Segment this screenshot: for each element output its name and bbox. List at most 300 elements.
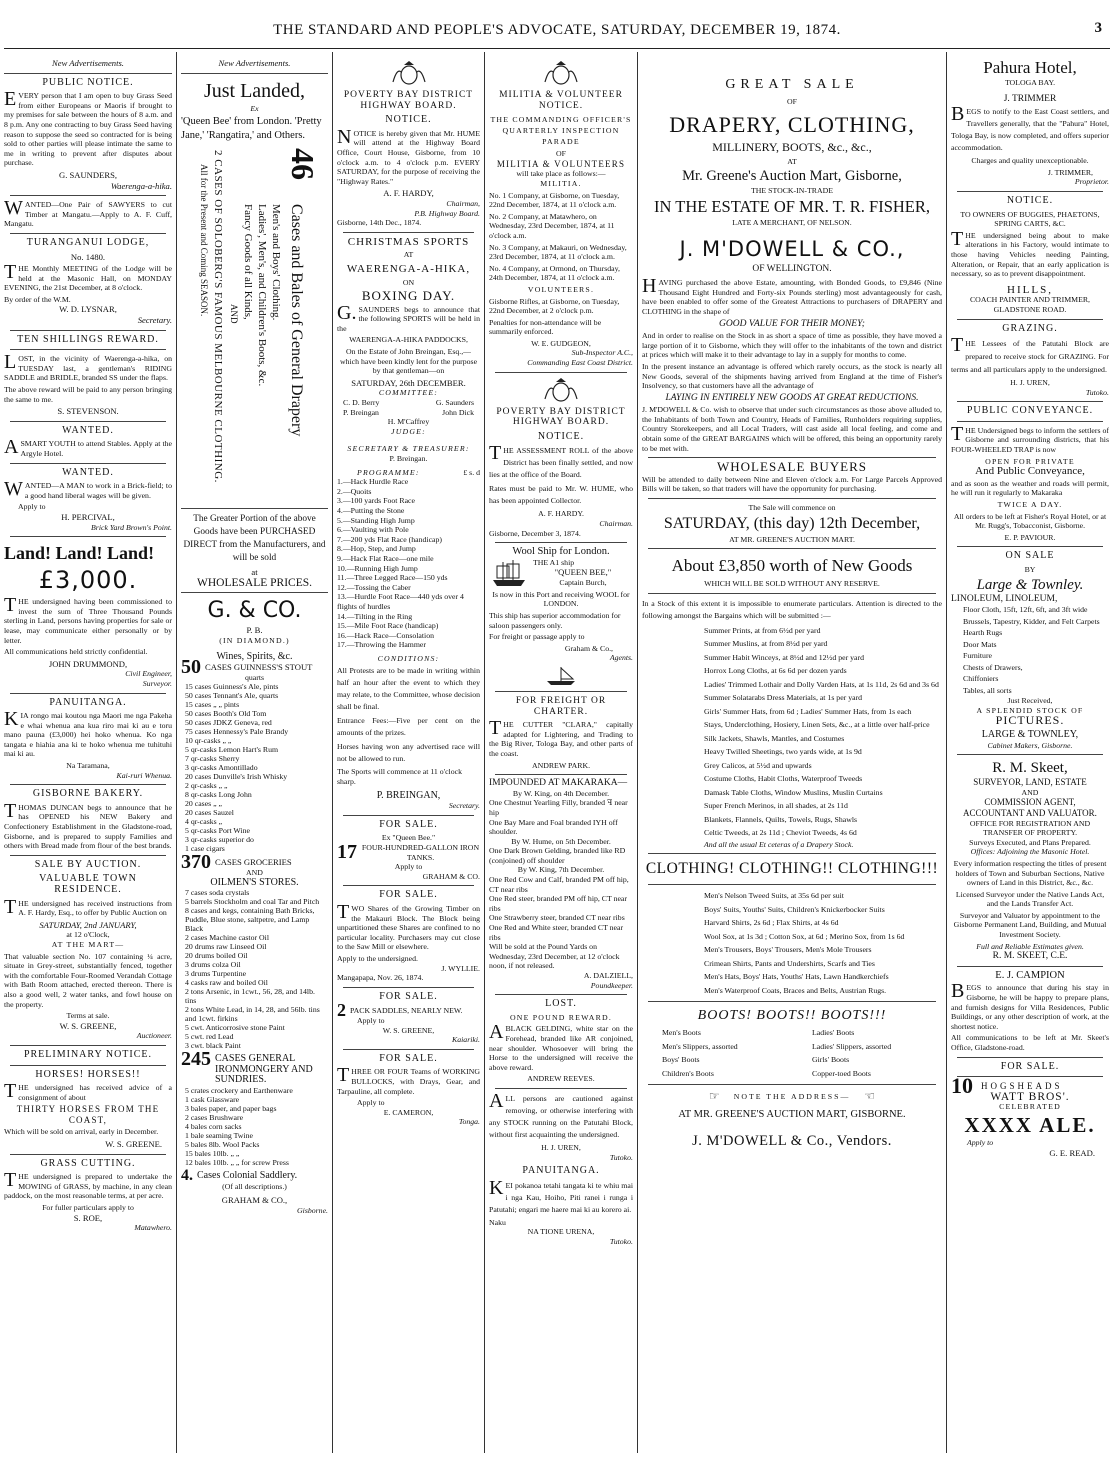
ad-signature: S. STEVENSON. (57, 406, 119, 417)
ad-emphasis: GOOD VALUE FOR THEIR MONEY; (719, 318, 865, 329)
ad-body: THE Undersigned begs to inform the settlers of Gisborne and surrounding districts, that his FOUR-WHEELED TRAP is now (951, 422, 1109, 455)
ad-heading: CHRISTMAS SPORTS (347, 235, 470, 248)
rule (495, 774, 627, 775)
ad-role: Poundkeeper. (590, 980, 633, 990)
rule (957, 319, 1103, 320)
ad-body: Every information respecting the titles of present holders of Town and Suburban Sections, Native owners of Land in this District, &c., &c. (953, 858, 1107, 888)
column-5 (642, 58, 942, 1455)
ad-body: THE Monthly MEETING of the Lodge will be held at the Masonic Hall, on MONDAY EVENING, the 21st December, at 8 o'clock. (4, 261, 172, 293)
ad-text: Naku (489, 1217, 506, 1227)
ad-subheading: COMMITTEE: (378, 388, 439, 398)
column-rule (332, 52, 333, 1453)
ad-text: HOGSHEADS (981, 1081, 1063, 1092)
impound-line: One Red Cow and Calf, branded PM off hip, CT near ribs (489, 875, 629, 894)
stock-heading (181, 1048, 328, 1086)
ad-body: NOTICE is hereby given that Mr. HUME will attend at the Highway Board Office, Court House, Gisborne, from 10 o'clock a.m. to 4 o'clock p.m. EVERY SATURDAY, for the purpose of receiving the "Highway Rates." (337, 125, 480, 186)
ad-body: The Sports will commence at 11 o'clock sharp. (337, 767, 462, 787)
ad-signature: W. E. GUDGEON, (531, 338, 591, 348)
ad-text: ON (402, 277, 415, 287)
ad-body: ALL persons are cautioned against removing, or otherwise interfering with any STOCK running on the Patutahi Block, without first acquainting the undersigned. (489, 1089, 633, 1139)
committee-member: G. Saunders (435, 398, 474, 408)
programme-heading-row (337, 468, 480, 478)
goods-item: Blankets, Flannels, Quilts, Towels, Rugs, Shawls (704, 814, 858, 824)
goods-item: Stays, Underclothing, Hosiery, Linen Sets, &c., at a little over half-price (704, 720, 930, 730)
ad-body: No. 1 Company, at Gisborne, on Tuesday, 22nd December, 1874, at 11 o'clock a.m. (489, 190, 620, 210)
ad-heading: PANUITANGA. (522, 1165, 600, 1177)
ad-place: Tutoko. (609, 1152, 633, 1162)
ad-heading: NOTICE. (1006, 194, 1054, 206)
column-rule (484, 52, 485, 1453)
rule (181, 592, 328, 593)
ad-body: Penalties for non-attendance will be summarily enforced. (489, 317, 602, 337)
stock-item: 20 cases Sauzel (185, 808, 234, 818)
quantity: 10 (951, 1073, 973, 1099)
rule (495, 542, 627, 543)
goods-item: Summer Solatarabs Dress Materials, at 1s per yard (704, 693, 863, 703)
committee-member: H. M'Caffrey (387, 417, 430, 427)
cutter-ship-icon (543, 665, 579, 687)
programme-item: 7.—200 yds Flat Race (handicap) (337, 534, 443, 544)
ad-text: CELEBRATED (999, 1102, 1061, 1112)
ad-text: will take place as follows:— (516, 169, 606, 179)
ad-text: Terms at sale. (66, 1011, 110, 1021)
ad-signature: A. DALZIELL, (583, 971, 633, 980)
ship-name: "QUEEN BEE," (554, 567, 612, 578)
ironmongery-item: 15 bales 10lb. „ „ (185, 1148, 240, 1158)
ad-body: No. 3 Company, at Makauri, on Wednesday, 23rd December, 1874, at 11 o'clock a.m. (489, 242, 627, 262)
goods-item: Summer Muslins, at from 8½d per yard (704, 639, 828, 649)
section-heading: New Advertisements. (218, 58, 291, 68)
ad-role: Surveyor. (142, 678, 172, 688)
ad-heading: PUBLIC NOTICE. (42, 76, 134, 88)
ad-heading: FOR SALE. (379, 990, 438, 1002)
ad-body: THE COMMANDING OFFICER'S QUARTERLY INSPECTION PARADE (490, 115, 632, 147)
clothing-item: Men's Nelson Tweed Suits, at 35s 6d per suit (704, 891, 844, 901)
ad-subheading: No. 1480. (70, 251, 106, 262)
ad-body: THE undersigned is prepared to undertake the MOWING of GRASS, by machine, in any clean paddock, on the most reasonable terms, at per acre. (4, 1169, 172, 1201)
impound-line: Will be sold at the Pound Yards on Wednesday, 23rd December, at 12 o'clock noon, if not released. (489, 942, 620, 971)
rule (648, 498, 936, 499)
impound-line: One Red and White steer, branded CT near ribs (489, 923, 624, 942)
impound-line: One Chestnut Yearling Filly, branded ꟻ near hip (489, 798, 628, 817)
boots-item: Girls' Boots (812, 1055, 850, 1065)
column-rule (637, 52, 638, 1453)
rotated-text: Ladies', Men's, and Children's Boots, &c. (256, 204, 268, 387)
ad-signature: A. F. HARDY, (383, 188, 434, 199)
ad-signature: Graham & Co., (564, 643, 613, 653)
stock-item: 10 qr-casks „ „ (185, 736, 232, 746)
ad-signature: E. P. PAVIOUR. (1004, 532, 1056, 542)
goods-item: Silk Jackets, Shawls, Mantles, and Costumes (704, 733, 845, 743)
clothing-item: Wool Sox, at 1s 3d ; Cotton Sox, at 6d ; Merino Sox, from 1s 6d (704, 931, 905, 941)
rotated-text: Fancy Goods of all Kinds, (242, 204, 254, 320)
rotated-number: 46 (285, 148, 321, 181)
ad-signature: P. BREINGAN, (376, 789, 441, 801)
rule (957, 546, 1103, 547)
ad-subheading: TO OWNERS OF BUGGIES, PHAETONS, SPRING CARTS, &C. (960, 209, 1100, 229)
ad-heading: GRAZING. (1002, 322, 1058, 334)
ad-subheading: WATT BROS'. (990, 1090, 1070, 1103)
impound-line: By W. King, 7th December. (517, 865, 605, 875)
grocery-item: 5 barrels Stockholm and coal Tar and Pitch (185, 897, 320, 907)
quantity: 2 (337, 1000, 346, 1021)
ad-text: THE STOCK-IN-TRADE (751, 186, 833, 196)
committee-member: C. D. Berry (343, 398, 380, 408)
rotated-block (181, 144, 328, 504)
ad-heading: WHOLESALE BUYERS (717, 459, 867, 475)
programme-item: 5.—Standing High Jump (337, 515, 415, 525)
clothing-item: Boys' Suits, Youths' Suits, Children's Knickerbocker Suits (704, 904, 885, 914)
ad-place: Tonga. (458, 1117, 480, 1127)
rule (10, 855, 166, 856)
ad-heading: FOR SALE. (379, 1052, 438, 1064)
ad-text: AT MR. GREENE'S AUCTION MART. (729, 534, 855, 544)
ad-heading: IN THE ESTATE OF MR. T. R. FISHER, (654, 196, 930, 216)
ad-body: THE undersigned has received advice of a consignment of about (4, 1080, 172, 1103)
ad-body: EVERY person that I am open to buy Grass Seed from either Europeans or Maoris if brought to my premises for sale between the hours of 8 a.m. and 8 p.m. Any one contracting to buy Grass Seed having reason to suppose the seed so contracted for is being sold to other parties will please intimate the same to me in writing to prevent after disputes about purchase. (4, 88, 172, 168)
ad-text: By order of the W.M. (4, 294, 71, 304)
grocery-item: 3 drums colza Oil (185, 960, 241, 970)
boots-item: Men's Boots (662, 1028, 701, 1038)
ad-subheading: VALUABLE TOWN RESIDENCE. (39, 873, 137, 895)
rule (957, 1057, 1103, 1058)
firm-brand: (IN DIAMOND.) (219, 635, 290, 645)
ad-role: Sub-Inspector A.C., (571, 348, 633, 358)
ad-body: ABLACK GELDING, white star on the Forehead, branded like AR conjoined, near shoulder. Whosoever will bring the Horse to the undersigned will receive the above reward. (489, 1021, 633, 1072)
programme-item: 17.—Throwing the Hammer (337, 640, 426, 650)
rule (648, 1084, 936, 1085)
ad-signature: ANDREW REEVES. (527, 1074, 595, 1084)
rule (10, 1065, 166, 1066)
rule (181, 73, 328, 74)
rule (343, 885, 474, 886)
ad-address: AT MR. GREENE'S AUCTION MART, GISBORNE. (678, 1109, 906, 1120)
programme-item: 15.—Mile Foot Race (handicap) (337, 621, 439, 631)
ad-signature: GRAHAM & CO., (221, 1195, 288, 1206)
ad-heading: XXXX ALE. (964, 1112, 1096, 1137)
ironmongery-item: 4 bales corn sacks (185, 1121, 242, 1131)
ad-heading: PRELIMINARY NOTICE. (23, 1048, 153, 1060)
stock-title: CASES GENERAL IRONMONGERY AND SUNDRIES. (215, 1053, 313, 1086)
ad-heading: TEN SHILLINGS REWARD. (17, 333, 159, 345)
clothing-item: Harvard Shirts, 2s 6d ; Flax Shirts, at 4s 6d (704, 918, 839, 928)
boots-list-right (812, 1026, 891, 1080)
ironmongery-item: 1 cask Glassware (185, 1094, 240, 1104)
ad-body: ASMART YOUTH to attend Stables. Apply at the Argyle Hotel. (4, 436, 172, 459)
ad-text: AT (787, 156, 797, 166)
boots-item: Men's Slippers, assorted (662, 1041, 738, 1051)
ad-role: Proprietor. (1074, 177, 1109, 187)
ad-role: Cabinet Makers, Gisborne. (987, 740, 1073, 750)
ad-heading: Mr. Greene's Auction Mart, Gisborne, (682, 168, 902, 185)
ad-heading: POVERTY BAY DISTRICT HIGHWAY BOARD. (343, 90, 474, 111)
ad-body: THE ASSESSMENT ROLL of the above District has been finally settled, and now lies at the office of the Board. (489, 442, 633, 480)
ad-heading: WHOLESALE PRICES. (197, 576, 312, 589)
ad-signature: GRAHAM & CO. (422, 871, 480, 881)
programme-item: 16.—Hack Race—Consolation (337, 630, 435, 640)
ad-text: quarts (244, 672, 265, 682)
ad-body: TWO Shares of the Growing Timber on the Makauri Block. The Block being unpartitioned these Shares are confined to no particular locality. Purchasers may cut close to the Saw Mill or elsewhere. (337, 901, 480, 952)
grocery-item: 2 tons Arsenic, in 1cwt., 56, 28, and 14lb. tins (185, 987, 315, 1006)
rule (10, 1045, 166, 1046)
ad-text: A SPLENDID STOCK OF (976, 705, 1084, 715)
programme-list (337, 477, 480, 650)
ad-heading: About £3,850 worth of New Goods (671, 556, 913, 576)
sale-item: Chiffoniers (963, 674, 999, 684)
ad-text: AT THE MART— (51, 939, 125, 949)
ad-text: GLADSTONE ROAD. (993, 304, 1067, 314)
ad-body: THE CUTTER "CLARA," capitally adapted for Lightering, and Trading to the Big River, Tologa Bay, and other parts of the coast. (489, 717, 633, 758)
ad-text: OFFICE FOR REGISTRATION AND TRANSFER OF PROPERTY. (969, 818, 1091, 838)
ad-body: No. 4 Company, at Ormond, on Thursday, 24th December, 1874, at 11 o'clock a.m. (489, 263, 620, 283)
ad-heading: WANTED. (62, 466, 114, 478)
ad-body: KEI pokanoa tetahi tangata ki te whiu mai i nga Kau, Hoiho, Piti ranei i runga i Patutahi; engari me haere mai ki au korero ai. (489, 1176, 633, 1214)
stock-item: 4 qr-casks „ (185, 817, 223, 827)
rule (10, 330, 166, 331)
ad-heading: GRASS CUTTING. (40, 1157, 136, 1169)
rule (957, 1076, 1103, 1077)
ironmongery-item: 3 bales paper, and paper bags (185, 1103, 277, 1113)
ad-text: Apply to the undersigned. (337, 953, 418, 963)
sale-item: Furniture (963, 651, 993, 661)
ad-heading: BOXING DAY. (361, 288, 456, 304)
column-3 (337, 58, 480, 1455)
ad-role: Agents. (609, 653, 633, 663)
ad-signature: S. ROE, (73, 1212, 103, 1223)
rule (957, 754, 1103, 755)
rule (648, 884, 936, 885)
ad-body: Which will be sold on arrival, early in December. (4, 1127, 159, 1137)
ad-text: For fuller particulars apply to (42, 1203, 134, 1213)
goods-item: Super French Merinos, in all shades, at 2s 11d (704, 801, 848, 811)
goods-item: Summer Habit Winceys, at 8½d and 12½d per yard (704, 652, 864, 662)
ad-signature: H. J. UREN, (541, 1142, 581, 1152)
ad-body: In a Stock of this extent it is impossible to enumerate particulars. Attention is directed to the following amongst the Bargains which will be submitted :— (642, 598, 942, 620)
stock-title: CASES GROCERIES (215, 857, 292, 868)
grocery-item: 3 cwt. black Paint (185, 1041, 241, 1051)
ad-signature: H. PERCIVAL, (61, 511, 115, 522)
grocery-item: 5 cwt. red Lead (185, 1032, 234, 1042)
rule (4, 73, 172, 74)
masthead-rule (4, 48, 1110, 49)
ad-role: Chairman, (446, 198, 480, 208)
ad-body: All Protests are to be made in writing within half an hour after the event to which they may relate, to the Committee, whose decision shall be final. (337, 666, 480, 712)
stock-item: 5 qr-casks Port Wine (185, 826, 250, 836)
programme-item: 6.—Vaulting with Pole (337, 525, 409, 535)
ad-subheading: COMMISSION AGENT, (984, 797, 1076, 808)
ad-heading: BOOTS! BOOTS!! BOOTS!!! (697, 1008, 887, 1024)
ad-place: Waerenga-a-hika. (110, 180, 172, 191)
committee-row (337, 408, 480, 418)
quantity: 370 (181, 851, 211, 874)
ad-signature: R. M. SKEET, C.E. (992, 951, 1068, 962)
ad-signature: W. D. LYSNAR, (59, 304, 117, 315)
ad-subheading: MILLINERY, BOOTS, &c., &c., (712, 140, 872, 155)
rule (648, 1001, 936, 1002)
ad-body: Is now in this Port and receiving WOOL for LONDON. (492, 589, 630, 609)
boots-item: Ladies' Boots (812, 1028, 855, 1038)
rule (495, 994, 627, 995)
firm-name: Large & Townley. (976, 576, 1084, 593)
boots-item: Children's Boots (662, 1068, 714, 1078)
firm-name: G. & CO. (207, 598, 302, 624)
ad-text: OF (556, 149, 566, 159)
ad-subheading: J. TRIMMER (1003, 93, 1057, 104)
ad-date: Gisborne, 14th Dec., 1874. (337, 218, 422, 228)
section-heading: New Advertisements. (52, 58, 124, 68)
stock-item: 8 qr-casks Long John (185, 790, 252, 800)
stock-title: CASES GUINNESS'S STOUT (205, 662, 313, 673)
stock-item: 2 qr-casks „ „ (185, 781, 228, 791)
ad-text: Captain Burch, (559, 578, 607, 587)
ad-role: Auctioneer. (136, 1031, 172, 1041)
ad-text: Apply to (18, 502, 46, 512)
ironmongery-item: 5 crates crockery and Earthenware (185, 1085, 293, 1095)
ad-role: Secretary. (448, 801, 480, 811)
boots-list-left (662, 1026, 812, 1080)
ad-place: Gisborne. (297, 1205, 328, 1215)
ad-role: P.B. Highway Board. (414, 208, 480, 218)
ad-body: 'Queen Bee' from London. 'Pretty Jane,' 'Rangatira,' and Others. (181, 116, 322, 141)
ad-heading: FOR SALE. (1000, 1060, 1060, 1072)
impound-line: One Bay Mare and Foal branded IYH off shoulder. (489, 817, 618, 837)
ad-place: Tutoko. (1085, 387, 1109, 397)
ad-signature: LARGE & TOWNLEY, (981, 728, 1079, 740)
ad-body: THOMAS DUNCAN begs to announce that he has OPENED his NEW Bakery and Confectionery Establishment in the Gladstone-road, Gisborne, and is prepared to supply Families and others with Bread made from flour of the best brands. (4, 799, 172, 851)
ad-body: Surveyor and Valuator by appointment to the Gisborne Permanent Land, Building, and Mutual Investment Society. (953, 910, 1107, 940)
ad-date: Mangapapa, Nov. 26, 1874. (337, 973, 424, 983)
sale-item: Floor Cloth, 15ft, 12ft, 6ft, and 3ft wide (963, 605, 1088, 615)
ad-subheading: PROGRAMME: (357, 467, 420, 477)
goods-item: Ladies' Trimmed Lothair and Dolly Varden Hats, at 1s 11d, 2s 6d and 3s 6d (704, 679, 939, 689)
ad-text: Surveys Executed, and Plans Prepared. (969, 837, 1091, 847)
rotated-text: Men's and Boys' Clothing. (270, 204, 282, 321)
programme-item: 10.—Running High Jump (337, 563, 418, 573)
grocery-item: 5 cwt. Anticorrosive stone Paint (185, 1023, 285, 1033)
stock-item: 7 qr-casks Sherry (185, 754, 240, 764)
ad-heading: Pahura Hotel, (983, 58, 1077, 77)
ad-text: Offices: Adjoining the Masonic Hotel. (970, 847, 1090, 857)
ad-body: All communications held strictly confidential. (4, 647, 148, 657)
clothing-item: Men's Hats, Boys' Hats, Youths' Hats, Lawn Handkerchiefs (704, 972, 889, 982)
rule (343, 815, 474, 816)
ad-subheading: SECRETARY & TREASURER: (347, 444, 470, 454)
ad-body: Entrance Fees:—Five per cent on the amounts of the prizes. (337, 716, 480, 738)
ad-text: BY (1024, 565, 1036, 574)
programme-item: 9.—Hack Flat Race—one mile (337, 553, 434, 563)
grocery-item: 4 casks raw and boiled Oil (185, 978, 268, 988)
ad-body: J. M'DOWELL & Co. wish to observe that under such circumstances as those above alluded to, the Inhabitants of both Town and Country, Heads of Families, Runholders requiring supplies, Country Storekeepers, and all Local Traders, will cast aside all local feeling, and come and obtain some of the GREAT BARGAINS which will be offered, this being an opportunity rarely to be met with. (642, 405, 942, 453)
ad-heading: Just Landed, (203, 79, 306, 102)
ad-text: WAERENGA-A-HIKA PADDOCKS, (349, 335, 468, 345)
ad-heading: Wool Ship for London. (512, 546, 610, 558)
ad-signature: NA TIONE URENA, (527, 1227, 595, 1237)
ship-row (489, 558, 633, 588)
stock-item: 20 cases „ „ (185, 799, 223, 809)
column-4 (489, 58, 633, 1455)
ad-signature: JOHN DRUMMOND, (48, 658, 128, 669)
ad-body: HAVING purchased the above Estate, amounting, with Bonded Goods, to £9,846 (Nine Thousand Eight Hundred and Forty-six Pounds sterling) most advantageously for cash, have been enabled to offer some of the Greatest Attractions to purchasers of DRAPERY and CLOTHING in the shape of (642, 275, 942, 316)
goods-item: Heavy Twilled Sheetings, two yards wide, at 1s 9d (704, 747, 862, 757)
ad-text: Apply to (357, 1015, 385, 1025)
ad-text: Ex "Queen Bee." (381, 833, 436, 843)
ad-body: Gisborne Rifles, at Gisborne, on Tuesday, 22nd December, at 2 o'clock p.m. (489, 296, 620, 316)
masthead (0, 0, 1114, 50)
ad-body: BEGS to announce that during his stay in Gisborne, he will be happy to prepare plans, and furnish designs for Villa Residences, Public Buildings, or any other description of work, at the shortest notice. (951, 980, 1109, 1031)
programme-item: 4.—Putting the Stone (337, 505, 405, 515)
ad-heading: FOR SALE. (379, 818, 438, 830)
programme-item: 3.—100 yards Foot Race (337, 496, 415, 506)
firm-name: J. M'DOWELL & CO., (679, 236, 905, 261)
ad-body: THE undersigned has received instructions from A. F. Hardy, Esq., to offer by Public Auction on (4, 895, 172, 918)
ad-signature: J. TRIMMER, (1047, 167, 1093, 177)
ad-subheading: JUDGE: (391, 426, 426, 436)
ad-subheading: MILITIA. (540, 178, 582, 188)
rule (957, 401, 1103, 402)
grocery-item: 2 tons White Lead, in 14, 28, and 56lb. tins and 1cwt. firkins (185, 1005, 320, 1024)
rule (10, 421, 166, 422)
ad-heading: WANTED. (62, 424, 114, 436)
clothing-item: Men's Waterproof Coats, Braces and Belts, Austrian Rugs. (704, 985, 887, 995)
ad-heading: Land! Land! Land! (4, 543, 155, 564)
ad-heading: E. J. CAMPION (995, 969, 1065, 981)
rotated-text: 2 CASES OF SOLOBERG'S FAMOUS MELBOURNE CLOTHING. (212, 150, 224, 484)
ad-subheading: And Public Conveyance, (975, 465, 1085, 478)
rule (10, 536, 166, 537)
ad-text: THIRTY HORSES FROM THE COAST, (16, 1104, 160, 1125)
ad-body: THE A1 ship (533, 557, 575, 567)
ad-text: WHICH WILL BE SOLD WITHOUT ANY RESERVE. (704, 579, 880, 589)
ad-body: For freight or passage apply to (489, 632, 585, 642)
ad-text: OPEN FOR PRIVATE (985, 456, 1075, 466)
ad-text: P. Breingan. (389, 454, 428, 463)
ad-emphasis: And all the usual Et ceteras of a Drapery Stock. (704, 839, 854, 849)
ad-heading: PUBLIC CONVEYANCE. (966, 405, 1094, 417)
boots-item: Boys' Boots (662, 1055, 700, 1065)
rule (495, 1088, 627, 1089)
rule (495, 691, 627, 692)
rule (648, 853, 936, 854)
stock-title: OILMEN'S STORES. (210, 876, 299, 888)
ad-place: Tutoko. (609, 1236, 633, 1246)
rotated-heading: Cases and Bales of General Drapery (288, 204, 305, 437)
ad-text: COACH PAINTER AND TRIMMER, (969, 295, 1090, 305)
programme-item: 8.—Hop, Step, and Jump (337, 544, 416, 554)
clothing-list (642, 889, 942, 997)
rule (648, 457, 936, 458)
ad-text: Apply to (394, 862, 423, 872)
ad-heading: ON SALE (1005, 550, 1055, 562)
programme-item: 11.—Three Legged Race—150 yds (337, 573, 448, 583)
ad-text: Full and Reliable Estimates given. (976, 941, 1084, 951)
column-rule (176, 52, 177, 1453)
ad-emphasis: LAYING IN ENTIRELY NEW GOODS AT GREAT REDUCTIONS. (665, 392, 919, 403)
ad-place: Kaiariki. (452, 1035, 480, 1045)
ad-text: AND (246, 867, 263, 877)
ad-signature: E. CAMERON, (383, 1107, 434, 1117)
ad-text: NOTE THE ADDRESS— (733, 1091, 851, 1101)
ad-subheading: MILITIA & VOLUNTEERS (496, 158, 626, 169)
ad-body: Licensed Surveyor under the Native Lands Act, and the Lands Transfer Act. (955, 889, 1105, 909)
clothing-item: Crimean Shirts, Pants and Undershirts, Scarfs and Ties (704, 958, 875, 968)
ad-body: PACK SADDLES, NEARLY NEW. (350, 1005, 463, 1015)
ad-body: All orders to be left at Fisher's Royal Hotel, or at Mr. Rugg's, Tobacconist, Gisborne. (953, 511, 1107, 531)
column-1 (4, 58, 172, 1455)
ad-subheading: Wines, Spirits, &c. (216, 650, 293, 662)
clothing-item: Men's Trousers, Boys' Trousers, Men's Mole Trousers (704, 945, 872, 955)
goods-list (642, 624, 942, 840)
boots-item: Ladies' Slippers, assorted (812, 1041, 892, 1051)
